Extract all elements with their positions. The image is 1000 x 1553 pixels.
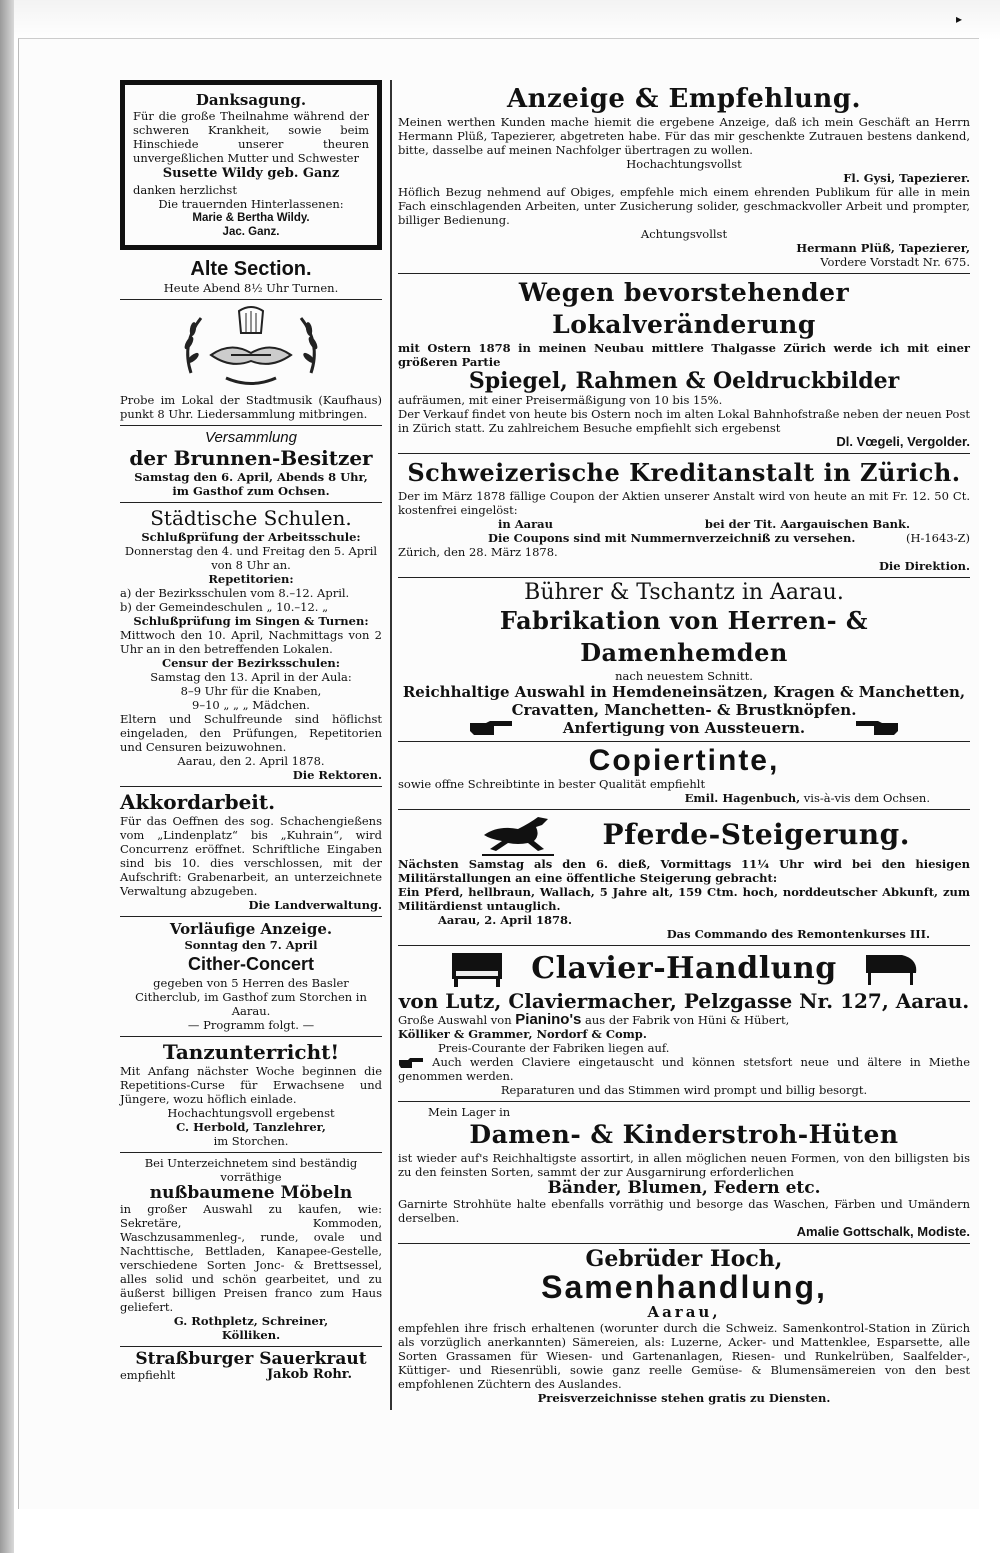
schulen-p4c: 9–10 „ „ „ Mädchen.: [192, 698, 310, 712]
pferde-ad: [398, 810, 970, 946]
tanz-title: Tanzunterricht!: [162, 1040, 340, 1064]
anzeige-sign-1: Fl. Gysi, Tapezierer.: [843, 171, 970, 185]
moebel-place: Kölliken.: [221, 1328, 281, 1342]
samen-p2: Preisverzeichnisse stehen gratis zu Diensten.: [537, 1391, 831, 1405]
kredit-p2: Die Coupons sind mit Nummernverzeichniß zu versehen.: [488, 531, 856, 545]
stroh-p2: Garnirte Strohhüte halte ebenfalls vorräthig und besorge das Waschen, Färben und Umändern derselben.: [398, 1197, 970, 1225]
clavier-ad: [398, 946, 970, 1102]
kredit-in: in Aarau: [498, 517, 553, 531]
tanz-sign: C. Herbold, Tanzlehrer,: [176, 1120, 326, 1134]
running-horse-icon: [478, 813, 558, 857]
schulen-h4: Censur der Bezirksschulen:: [161, 656, 341, 670]
anzeige-p1: Meinen werthen Kunden mache hiemit die ergebene Anzeige, daß ich mein Geschäft an Herrn Hermann Plüß, Tapezierer, abgetreten habe. Für das mir geschenkte Zutrauen bestens dankend, bitte, dasselbe auf meinen Nachfolger übertragen zu wollen.: [398, 115, 970, 157]
pferde-p1: Nächsten Samstag als den 6. dieß, Vormittags 11¼ Uhr wird bei den hiesigen Militärstallungen an eine öffentliche Steigerung gebracht:: [398, 857, 970, 885]
mourners-sign-2: Jac. Ganz.: [222, 226, 280, 238]
schulen-h1: Schlußprüfung der Arbeitsschule:: [141, 530, 361, 544]
clavier-pianinos: Pianino's: [515, 1011, 582, 1028]
kredit-p1: Der im März 1878 fällige Coupon der Aktien unserer Anstalt wird von heute an mit Fr. 12. 50 Ct. kostenfrei eingelöst:: [398, 489, 970, 517]
schulen-ad: [120, 503, 382, 787]
deceased-name: Susette Wildy geb. Ganz: [162, 166, 340, 181]
column-divider: [390, 80, 392, 1410]
pferde-p2: Ein Pferd, hellbraun, Wallach, 5 Jahre alt, 159 Ctm. hoch, norddeutscher Abkunft, zum Militärdienst untauglich.: [398, 885, 970, 913]
schulen-p2b: b) der Gemeindeschulen „ 10.–12. „: [120, 600, 329, 614]
clavier-title: Clavier-Handlung: [531, 951, 837, 986]
schulen-sign: Die Rektoren.: [292, 768, 382, 782]
clavier-p1a: Große Auswahl von: [398, 1013, 512, 1027]
kredit-date: Zürich, den 28. März 1878.: [398, 545, 558, 559]
right-column: [398, 80, 970, 1409]
sauerkraut-pre: empfiehlt: [120, 1368, 176, 1382]
moebel-sign: G. Rothpletz, Schreiner,: [173, 1314, 329, 1328]
mourners-sign-1: Marie & Bertha Wildy.: [192, 212, 310, 224]
moebel-ad: [120, 1153, 382, 1347]
pointing-hand-right-icon: [468, 719, 514, 737]
lokal-items: Spiegel, Rahmen & Oeldruckbilder: [468, 368, 900, 394]
akkord-ad: [120, 787, 382, 917]
samen-title: Samenhandlung,: [541, 1269, 827, 1305]
stroh-ad: [398, 1102, 970, 1244]
brunnen-ad: [120, 426, 382, 503]
brunnen-date: Samstag den 6. April, Abends 8 Uhr,: [134, 470, 368, 484]
cither-text: gegeben von 5 Herren des Basler Citherclub, im Gasthof zum Storchen in Aarau.: [135, 976, 367, 1018]
tanz-ad: [120, 1037, 382, 1153]
tinte-ad: [398, 742, 970, 810]
scan-top-shadow: [0, 0, 1000, 40]
samen-ad: [398, 1244, 970, 1409]
stadtmusik-ad: [120, 300, 382, 426]
tanz-text: Mit Anfang nächster Woche beginnen die Repetitions-Curse für Erwachsene und Jüngere, wozu höflich einlade.: [120, 1064, 382, 1106]
anzeige-ad: [398, 80, 970, 274]
tanz-greet: Hochachtungsvoll ergebenst: [167, 1106, 335, 1120]
schulen-p4a: Samstag den 13. April in der Aula:: [150, 670, 352, 684]
brunnen-title: der Brunnen-Besitzer: [129, 446, 373, 470]
lokal-ad: [398, 274, 970, 454]
anzeige-p2: Höflich Bezug nehmend auf Obiges, empfehle mich einem ehrenden Publikum für alle in mein Fach einschlagenden Arbeiten, unter Zusicherung solider, geschmackvoller Arbeit und prompter, billiger Bedienung.: [398, 185, 970, 227]
schulen-h2: Repetitorien:: [208, 572, 294, 586]
samen-p1: empfehlen ihre frisch erhaltenen (worunter durch die Schweiz. Samenkontrol-Station in Zürich als vorzüglich anerkannten) Sämereien, als: Luzerne, Acker- und Mattenklee, Esparsette, alle Sorten Grassamen für Wiesen- und Gartenanlagen, Riesen- und Runkelrüben, Saalfelder-, Küttiger- und Riesenrübli, sowie ganz reelle Gemüse- & Blumensämereien von den best empfohlenen Züchtern des Auslandes.: [398, 1321, 970, 1391]
schulen-h3: Schlußprüfung im Singen & Turnen:: [133, 614, 369, 628]
hemden-line-2: Cravatten, Manchetten- & Brustknöpfen.: [511, 701, 857, 719]
stroh-intro: Mein Lager in: [428, 1105, 511, 1119]
clavier-p3: Auch werden Claviere eingetauscht und können stetsfort neue und ältere in Miethe genommen werden.: [398, 1055, 971, 1083]
cither-title: Vorläufige Anzeige.: [169, 920, 333, 938]
lokal-p1: mit Ostern 1878 in meinen Neubau mittlere Thalgasse Zürich werde ich mit einer größeren Partie: [398, 341, 970, 369]
schulen-p4b: 8–9 Uhr für die Knaben,: [180, 684, 322, 698]
lokal-sign: Dl. Vœgeli, Vergolder.: [836, 434, 970, 449]
schulen-title: Städtische Schulen.: [150, 506, 352, 530]
brunnen-place: im Gasthof zum Ochsen.: [172, 484, 330, 498]
binding-edge: [0, 0, 14, 1553]
hemden-title: Fabrikation von Herren- & Damenhemden: [499, 606, 869, 667]
clavier-firm: von Lutz, Claviermacher, Pelzgasse Nr. 127, Aarau.: [398, 989, 970, 1013]
corner-mark: ▸: [956, 12, 963, 26]
alte-section-text: Heute Abend 8½ Uhr Turnen.: [163, 281, 339, 295]
hemden-line-1: Reichhaltige Auswahl in Hemdeneinsätzen, Kragen & Manchetten,: [402, 683, 966, 701]
clavier-p2: Preis-Courante der Fabriken liegen auf.: [438, 1041, 670, 1055]
hemden-ad: [398, 578, 970, 742]
cither-date: Sonntag den 7. April: [184, 938, 318, 952]
samen-place: Aarau,: [647, 1303, 721, 1321]
cither-event: Cither-Concert: [187, 954, 314, 974]
danksagung-title: Danksagung.: [195, 91, 307, 109]
sauerkraut-ad: [120, 1347, 382, 1386]
sauerkraut-title: Straßburger Sauerkraut: [135, 1349, 367, 1369]
hemden-sub: nach neuestem Schnitt.: [615, 669, 753, 683]
anzeige-address: Vordere Vorstadt Nr. 675.: [820, 255, 970, 269]
akkord-sign: Die Landverwaltung.: [248, 898, 382, 912]
anzeige-greet-2: Achtungsvollst: [640, 227, 728, 241]
schulen-p1: Donnerstag den 4. und Freitag den 5. April von 8 Uhr an.: [124, 544, 378, 572]
anzeige-title: Anzeige & Empfehlung.: [506, 84, 862, 114]
kredit-ad: [398, 454, 970, 578]
tinte-place: vis-à-vis dem Ochsen.: [803, 791, 930, 805]
tinte-title: Copiertinte,: [588, 744, 780, 777]
clavier-p1c: aus der Fabrik von Hüni & Hübert,: [585, 1013, 790, 1027]
stroh-items: Bänder, Blumen, Federn etc.: [547, 1178, 821, 1198]
stroh-sign: Amalie Gottschalk, Modiste.: [796, 1224, 970, 1239]
tinte-text: sowie offne Schreibtinte in bester Qualität empfiehlt: [398, 777, 706, 791]
alte-section-ad: [120, 254, 382, 300]
danksagung-ad: [120, 80, 382, 250]
hemden-line-3: Anfertigung von Aussteuern.: [562, 719, 806, 737]
anzeige-greet-1: Hochachtungsvollst: [626, 157, 742, 171]
samen-firm: Gebrüder Hoch,: [585, 1246, 783, 1272]
cither-programm: — Programm folgt. —: [187, 1018, 315, 1032]
clavier-p1d: Kölliker & Grammer, Nordorf & Comp.: [398, 1027, 647, 1041]
kredit-bei: bei der Tit. Aargauischen Bank.: [704, 517, 910, 531]
lokal-title: Wegen bevorstehender Lokalveränderung: [518, 278, 850, 339]
schulen-p3: Mittwoch den 10. April, Nachmittags von 2 Uhr an in den betreffenden Lokalen.: [120, 628, 382, 656]
tanz-place: im Storchen.: [213, 1134, 289, 1148]
brunnen-line-1: Versammlung: [205, 429, 297, 446]
alte-section-title: Alte Section.: [190, 258, 312, 280]
pferde-title: Pferde-Steigerung.: [602, 818, 910, 851]
anzeige-sign-2: Hermann Plüß, Tapezierer,: [796, 241, 970, 255]
schulen-date: Aarau, den 2. April 1878.: [177, 754, 325, 768]
pferde-date: Aarau, 2. April 1878.: [438, 913, 573, 927]
danksagung-body: Für die große Theilnahme während der schweren Krankheit, sowie beim Hinschiede unserer theuren unvergeßlichen Mutter und Schwester: [133, 109, 369, 165]
pferde-sign: Das Commando des Remontenkurses III.: [666, 927, 930, 941]
grand-piano-icon: [862, 949, 920, 989]
akkord-text: Für das Oeffnen des sog. Schachengießens vom „Lindenplatz“ bis „Kuhrain“, wird Concurrenz eröffnet. Schriftliche Eingaben sind bis 10. dies verschlossen, mit der Aufschrift: Grabenarbeit, an unterzeichnete Verwaltung abzugeben.: [120, 814, 382, 898]
moebel-title: nußbaumene Möbeln: [149, 1183, 353, 1203]
kredit-sign: Die Direktion.: [878, 559, 970, 573]
pointing-hand-small-icon: [398, 1057, 424, 1069]
mourners-label: Die trauernden Hinterlassenen:: [158, 197, 344, 211]
tinte-sign: Emil. Hagenbuch,: [684, 791, 801, 805]
cither-ad: [120, 917, 382, 1037]
moebel-intro: Bei Unterzeichnetem sind beständig vorräthige: [144, 1156, 358, 1184]
kredit-title: Schweizerische Kreditanstalt in Zürich.: [407, 458, 961, 487]
schulen-p2a: a) der Bezirksschulen vom 8.–12. April.: [120, 586, 350, 600]
schulen-p5: Eltern und Schulfreunde sind höflichst eingeladen, den Prüfungen, Repetitorien und Censuren beizuwohnen.: [120, 712, 382, 754]
upright-piano-icon: [448, 949, 506, 989]
pointing-hand-left-icon: [854, 719, 900, 737]
akkord-title: Akkordarbeit.: [120, 790, 276, 814]
left-column: [120, 80, 382, 1386]
lokal-p2: aufräumen, mit einer Preisermäßigung von 10 bis 15%.: [398, 393, 723, 407]
lyre-wreath-emblem: [120, 303, 382, 393]
moebel-text: in großer Auswahl zu kaufen, wie: Sekretäre, Kommoden, Waschzusammenleg-, runde, ovale und Nachttische, Bettladen, Kanapee-Gestelle, verschiedene Sorten Jonc- & Brettsessel, alles solid und schön gearbeitet, und zu äußerst billigen Preisen franco zum Haus geliefert.: [120, 1202, 382, 1314]
stroh-p1: ist wieder auf's Reichhaltigste assortirt, in allen möglichen neuen Formen, von den billigsten bis zu den feinsten Sorten, sammt der zur Ausgarnirung erforderlichen: [398, 1151, 970, 1179]
danksagung-thanks: danken herzlichst: [133, 183, 237, 197]
clavier-p4: Reparaturen und das Stimmen wird prompt und billig besorgt.: [500, 1083, 868, 1097]
hemden-firm: Bührer & Tschantz in Aarau.: [524, 580, 844, 605]
stroh-title: Damen- & Kinderstroh-Hüten: [469, 1120, 899, 1149]
lokal-p3: Der Verkauf findet von heute bis Ostern noch im alten Lokal Bahnhofstraße neben der neuen Post in Zürich statt. Zu zahlreichem Besuche empfiehlt sich ergebenst: [398, 407, 970, 435]
sauerkraut-sign: Jakob Rohr.: [267, 1367, 352, 1382]
stadtmusik-text: Probe im Lokal der Stadtmusik (Kaufhaus) punkt 8 Uhr. Liedersammlung mitbringen.: [120, 393, 382, 421]
kredit-code: (H-1643-Z): [905, 531, 970, 545]
